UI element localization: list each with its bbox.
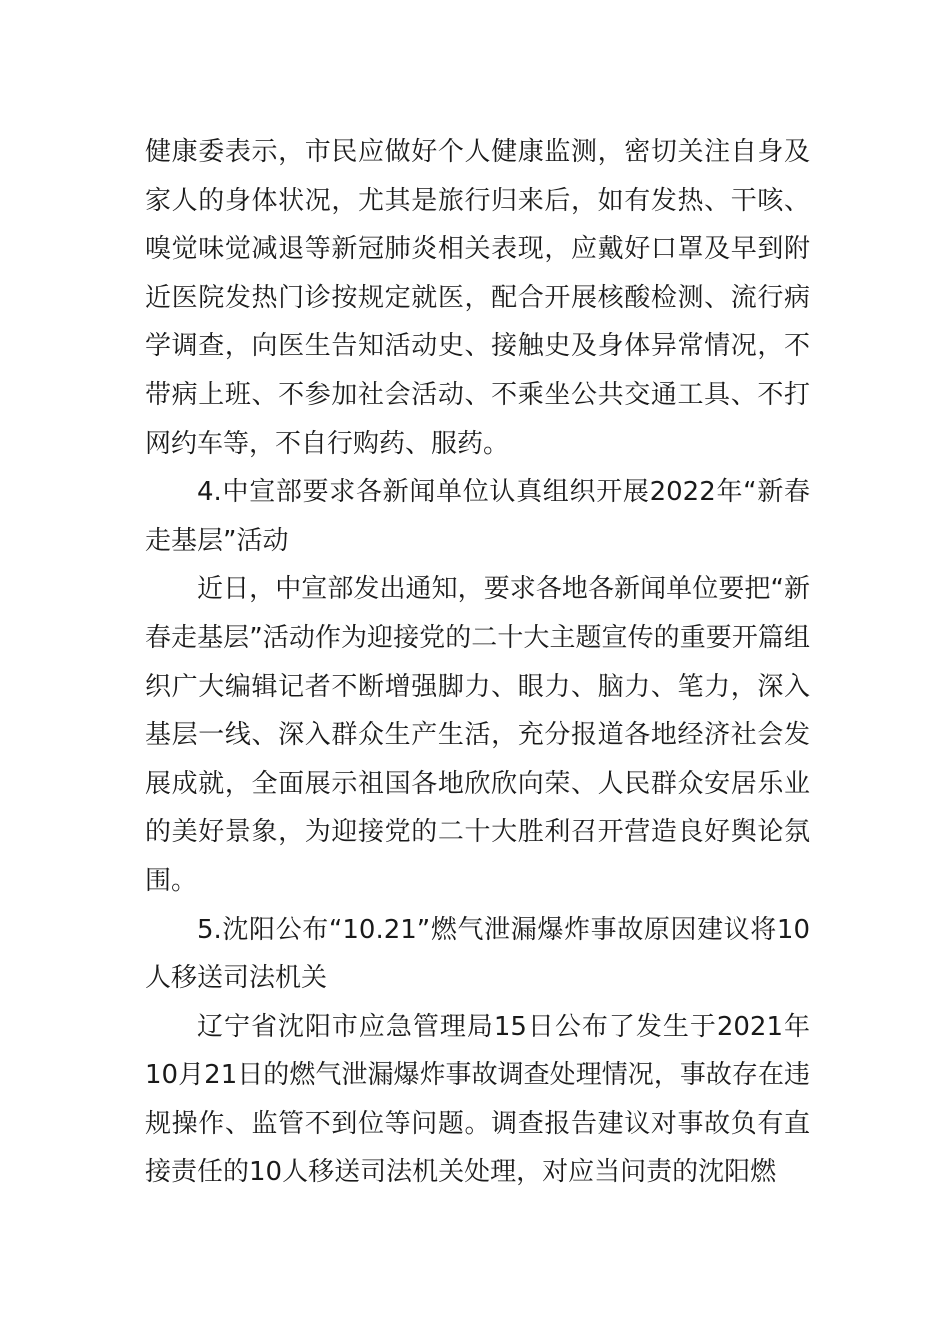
heading-news-item-4: 4.中宣部要求各新闻单位认真组织开展2022年“新春走基层”活动 xyxy=(145,477,810,556)
heading-news-item-5: 5.沈阳公布“10.21”燃气泄漏爆炸事故原因建议将10人移送司法机关 xyxy=(145,914,810,994)
paragraph-health-advice: 健康委表示，市民应做好个人健康监测，密切关注自身及家人的身体状况，尤其是旅行归来后，如有发热、干咳、嗅觉味觉减退等新冠肺炎相关表现，应戴好口罩及早到附近医院发热门诊按规定就医，配合开展核酸检测、流行病学调查，向医生告知活动史、接触史及身体异常情况，不带病上班、不参加社会活动、不乘坐公共交通工具、不打网约车等，不自行购药、服药。 xyxy=(145,137,810,459)
document-body xyxy=(145,128,810,1197)
paragraph-shenyang-explosion: 辽宁省沈阳市应急管理局15日公布了发生于2021年10月21日的燃气泄漏爆炸事故调查处理情况，事故存在违规操作、监管不到位等问题。调查报告建议对事故负有直接责任的10人移送司法机关处理，对应当问责的沈阳燃 xyxy=(145,1011,810,1188)
paragraph-new-spring-grassroots: 近日，中宣部发出通知，要求各地各新闻单位要把“新春走基层”活动作为迎接党的二十大主题宣传的重要开篇组织广大编辑记者不断增强脚力、眼力、脑力、笔力，深入基层一线、深入群众生产生活，充分报道各地经济社会发展成就，全面展示祖国各地欣欣向荣、人民群众安居乐业的美好景象，为迎接党的二十大胜利召开营造良好舆论氛围。 xyxy=(145,574,810,896)
